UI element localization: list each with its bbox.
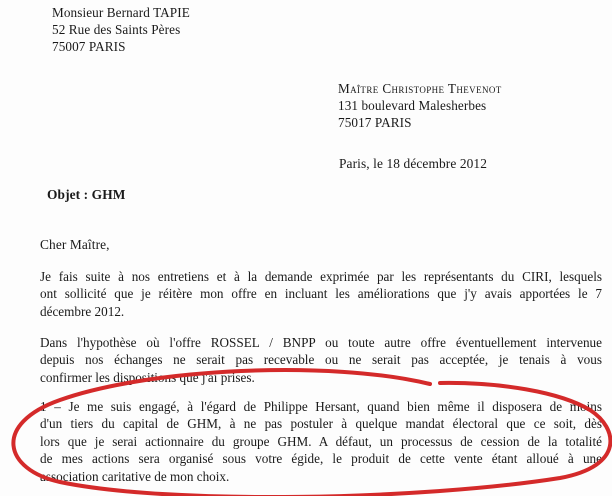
paragraph-ciri-request [40, 268, 602, 320]
letter-subject: Objet : GHM [47, 187, 126, 202]
paragraph-commitment [40, 398, 602, 485]
sender-name: Monsieur Bernard TAPIE [52, 5, 190, 20]
paragraph-line: Dans l'hypothèse où l'offre ROSSEL / BNPP ou toute autre offre éventuellement intervenue [40, 335, 602, 350]
paragraph-line: de mes actions sera organisé sous votre égide, le produit de cette vente étant alloué à une [40, 451, 602, 467]
sender-city: 75007 PARIS [52, 39, 126, 54]
paragraph-line: 1 – Je me suis engagé, à l'égard de Philippe Hersant, quand bien même il disposera de moins [40, 399, 602, 414]
paragraph-line: confirmer les dispositions que j'ai prises. [40, 369, 255, 385]
paragraph-line: Je fais suite à nos entretiens et à la demande exprimée par les représentants du CIRI, lesquels [40, 269, 602, 284]
letter-date: Paris, le 18 décembre 2012 [339, 156, 487, 171]
recipient-address [338, 80, 502, 131]
paragraph-offer-hypothesis [40, 334, 602, 386]
paragraph-line: d'un tiers du capital de GHM, à ne pas postuler à quelque mandat électoral que ce soit, dès [40, 416, 602, 432]
paragraph-line: décembre 2012. [40, 303, 125, 319]
paragraph-line: ont sollicité que je réitère mon offre en incluant les améliorations que j'y avais apportées le 7 [40, 286, 602, 302]
sender-address [52, 4, 190, 55]
paragraph-line: depuis nos échanges ne serait pas recevable ou ne serait pas acceptée, je tenais à vous [40, 352, 602, 368]
paragraph-line: association caritative de mon choix. [40, 468, 230, 484]
sender-street: 52 Rue des Saints Pères [52, 22, 181, 37]
recipient-name: Maître Christophe Thevenot [338, 81, 502, 96]
paragraph-line: lors que je serai actionnaire du groupe GHM. A défaut, un processus de cession de la totalité [40, 433, 602, 449]
letter-greeting: Cher Maître, [40, 237, 110, 252]
recipient-street: 131 boulevard Malesherbes [338, 98, 487, 113]
recipient-city: 75017 PARIS [338, 115, 412, 130]
